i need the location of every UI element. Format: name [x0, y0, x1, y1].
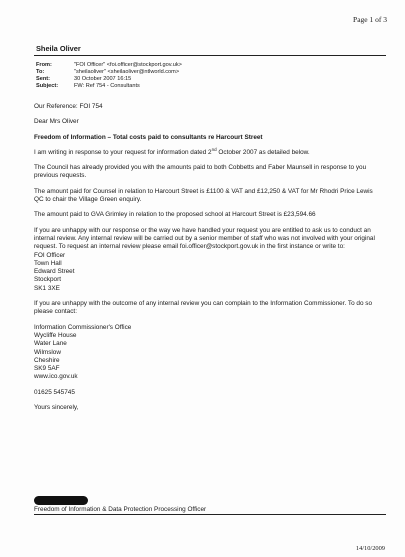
paragraph-2: The Council has already provided you with the amounts paid to both Cobbetts and Faber Maunsell in response to you previous requests.	[34, 164, 367, 180]
address-line: Edward Street	[34, 268, 75, 276]
subject-label: Subject:	[36, 83, 59, 89]
address-line: SK1 3XE	[34, 284, 60, 292]
address-line: Cheshire	[34, 356, 60, 364]
page-number: Page 1 of 3	[353, 15, 387, 24]
subject-row	[36, 83, 182, 90]
salutation: Dear Mrs Oliver	[34, 118, 79, 126]
sent-value: 30 October 2007 16:15	[74, 76, 132, 82]
to-row	[36, 69, 182, 76]
footer-rule	[34, 514, 386, 515]
header-rule	[34, 55, 386, 56]
redacted-signature	[34, 496, 88, 505]
to-value: "sheilaoliver" <sheilaoliver@ntlworld.com>	[74, 69, 180, 75]
email-header	[36, 62, 182, 90]
subject-value: FW: Ref 754 - Consultants	[74, 83, 140, 89]
address-line: FOI Officer	[34, 251, 66, 259]
address-line: Stockport	[34, 276, 61, 284]
foi-address	[34, 252, 379, 293]
ico-address	[34, 324, 379, 382]
letter-body	[34, 103, 379, 412]
signoff: Yours sincerely,	[34, 404, 79, 412]
officer-title: Freedom of Information & Data Protection Processing Officer	[34, 506, 207, 513]
from-value: "FOI Officer" <foi.officer@stockport.gov.uk>	[74, 62, 182, 68]
paragraph-4: The amount paid to GVA Grimley in relation to the proposed school at Harcourt Street is £23,594.66	[34, 211, 316, 219]
address-line: Town Hall	[34, 259, 62, 267]
from-label: From:	[36, 62, 52, 68]
phone-number: 01625 545745	[34, 388, 75, 396]
from-row	[36, 62, 182, 69]
sent-label: Sent:	[36, 76, 50, 82]
to-label: To:	[36, 69, 45, 75]
address-line: Water Lane	[34, 340, 67, 348]
sent-row	[36, 76, 182, 83]
address-line: Information Commissioner's Office	[34, 323, 132, 331]
paragraph-5: If you are unhappy with our response or the way we have handled your request you are entitled to ask us to conduct an internal review. Any internal review will be carried out by a senior member of staff who was not involved with your original request. To request an internal review please email foi.officer@stockport.gov.uk in the first instance or write to:	[34, 226, 375, 251]
footer-date: 14/10/2009	[355, 545, 385, 552]
address-line: Wycliffe House	[34, 331, 77, 339]
paragraph-6: If you are unhappy with the outcome of any internal review you can complain to the Information Commissioner. To do so please contact:	[34, 300, 373, 316]
address-line: SK9 5AF	[34, 365, 60, 373]
address-line: Wilmslow	[34, 348, 61, 356]
paragraph-1: I am writing in response to your request for information dated 2nd October 2007 as detailed below.	[34, 146, 310, 156]
paragraph-3: The amount paid for Counsel in relation to Harcourt Street is £1100 & VAT and £12,250 & VAT for Mr Rhodri Price Lewis QC to chair the Village Green enquiry.	[34, 187, 373, 204]
reference-line: Our Reference: FOI 754	[34, 103, 103, 110]
letter-heading: Freedom of Information – Total costs paid to consultants re Harcourt Street	[34, 133, 263, 141]
ico-website: www.ico.gov.uk	[34, 373, 78, 381]
sender-name: Sheila Oliver	[36, 44, 81, 53]
